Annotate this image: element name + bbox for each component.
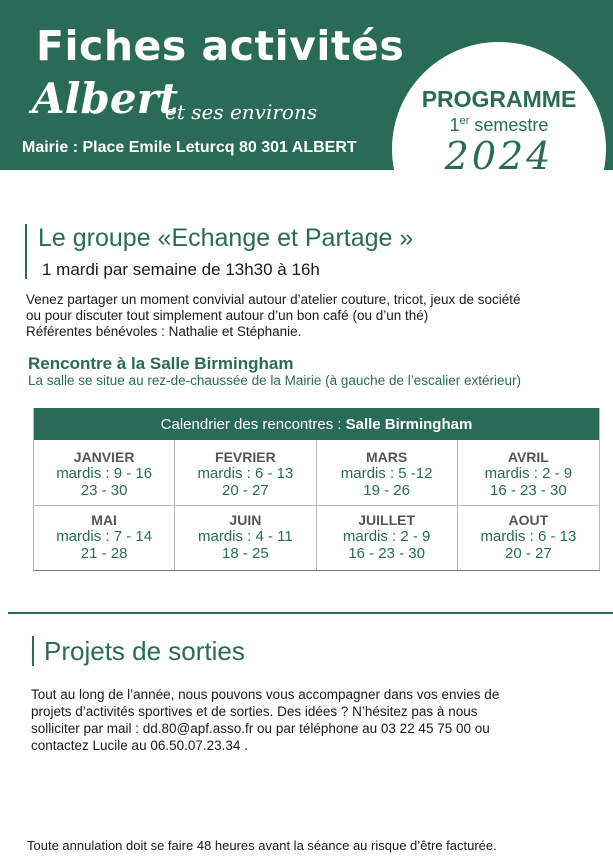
section-accent-bar <box>25 224 27 279</box>
calendar-grid <box>34 440 599 570</box>
group-description <box>26 292 611 340</box>
header-banner <box>0 0 613 170</box>
section-divider <box>8 612 613 614</box>
projects-line: contactez Lucile au 06.50.07.23.34 . <box>31 738 248 753</box>
calendar-cell-juillet: JUILLET mardis : 2 - 9 16 - 23 - 30 <box>317 506 458 570</box>
projects-line: Tout au long de l’année, nous pouvons vous accompagner dans vos envies de <box>31 687 500 702</box>
year-label: 2024 <box>444 134 554 170</box>
calendar-table <box>33 408 600 571</box>
description-line: Venez partager un moment convivial autour d’atelier couture, tricot, jeux de société <box>26 292 521 307</box>
section-accent-bar <box>32 636 34 666</box>
projects-title: Projets de sorties <box>44 636 245 666</box>
calendar-cell-juin: JUIN mardis : 4 - 11 18 - 25 <box>175 506 316 570</box>
calendar-cell-fevrier: FEVRIER mardis : 6 - 13 20 - 27 <box>175 440 316 506</box>
programme-label: PROGRAMME <box>421 86 577 112</box>
semester-label: 1er semestre <box>449 115 549 135</box>
cancellation-note: Toute annulation doit se faire 48 heures avant la séance au risque d’être facturée. <box>27 838 497 853</box>
description-line: ou pour discuter tout simplement autour d’un bon café (ou d’un thé) <box>26 308 429 323</box>
city-name: Albert <box>32 74 179 123</box>
projects-description <box>31 686 499 754</box>
page-title: Fiches activités <box>36 22 405 70</box>
venue-title: Rencontre à la Salle Birmingham <box>28 354 294 373</box>
projects-line: solliciter par mail : dd.80@apf.asso.fr ou par téléphone au 03 22 45 75 00 ou <box>31 721 490 736</box>
calendar-heading: Calendrier des rencontres : Salle Birmingham <box>34 408 599 440</box>
projects-line: projets d’activités sportives et de sorties. Des idées ? N’hésitez pas à nous <box>31 704 478 719</box>
group-title: Le groupe «Echange et Partage » <box>38 224 414 252</box>
group-schedule: 1 mardi par semaine de 13h30 à 16h <box>42 260 320 279</box>
city-environs: et ses environs <box>165 100 318 124</box>
calendar-cell-mai: MAI mardis : 7 - 14 21 - 28 <box>34 506 175 570</box>
calendar-cell-aout: AOUT mardis : 6 - 13 20 - 27 <box>480 512 577 562</box>
calendar-cell-avril: AVRIL mardis : 2 - 9 16 - 23 - 30 <box>458 440 599 506</box>
description-line: Référentes bénévoles : Nathalie et Stéphanie. <box>26 324 302 339</box>
address: Mairie : Place Emile Leturcq 80 301 ALBERT <box>22 139 357 156</box>
venue-note: La salle se situe au rez-de-chaussée de la Mairie (à gauche de l’escalier extérieur) <box>28 373 522 388</box>
calendar-cell-mars: MARS mardis : 5 -12 19 - 26 <box>317 440 458 506</box>
calendar-cell-janvier: JANVIER mardis : 9 - 16 23 - 30 <box>34 440 175 506</box>
